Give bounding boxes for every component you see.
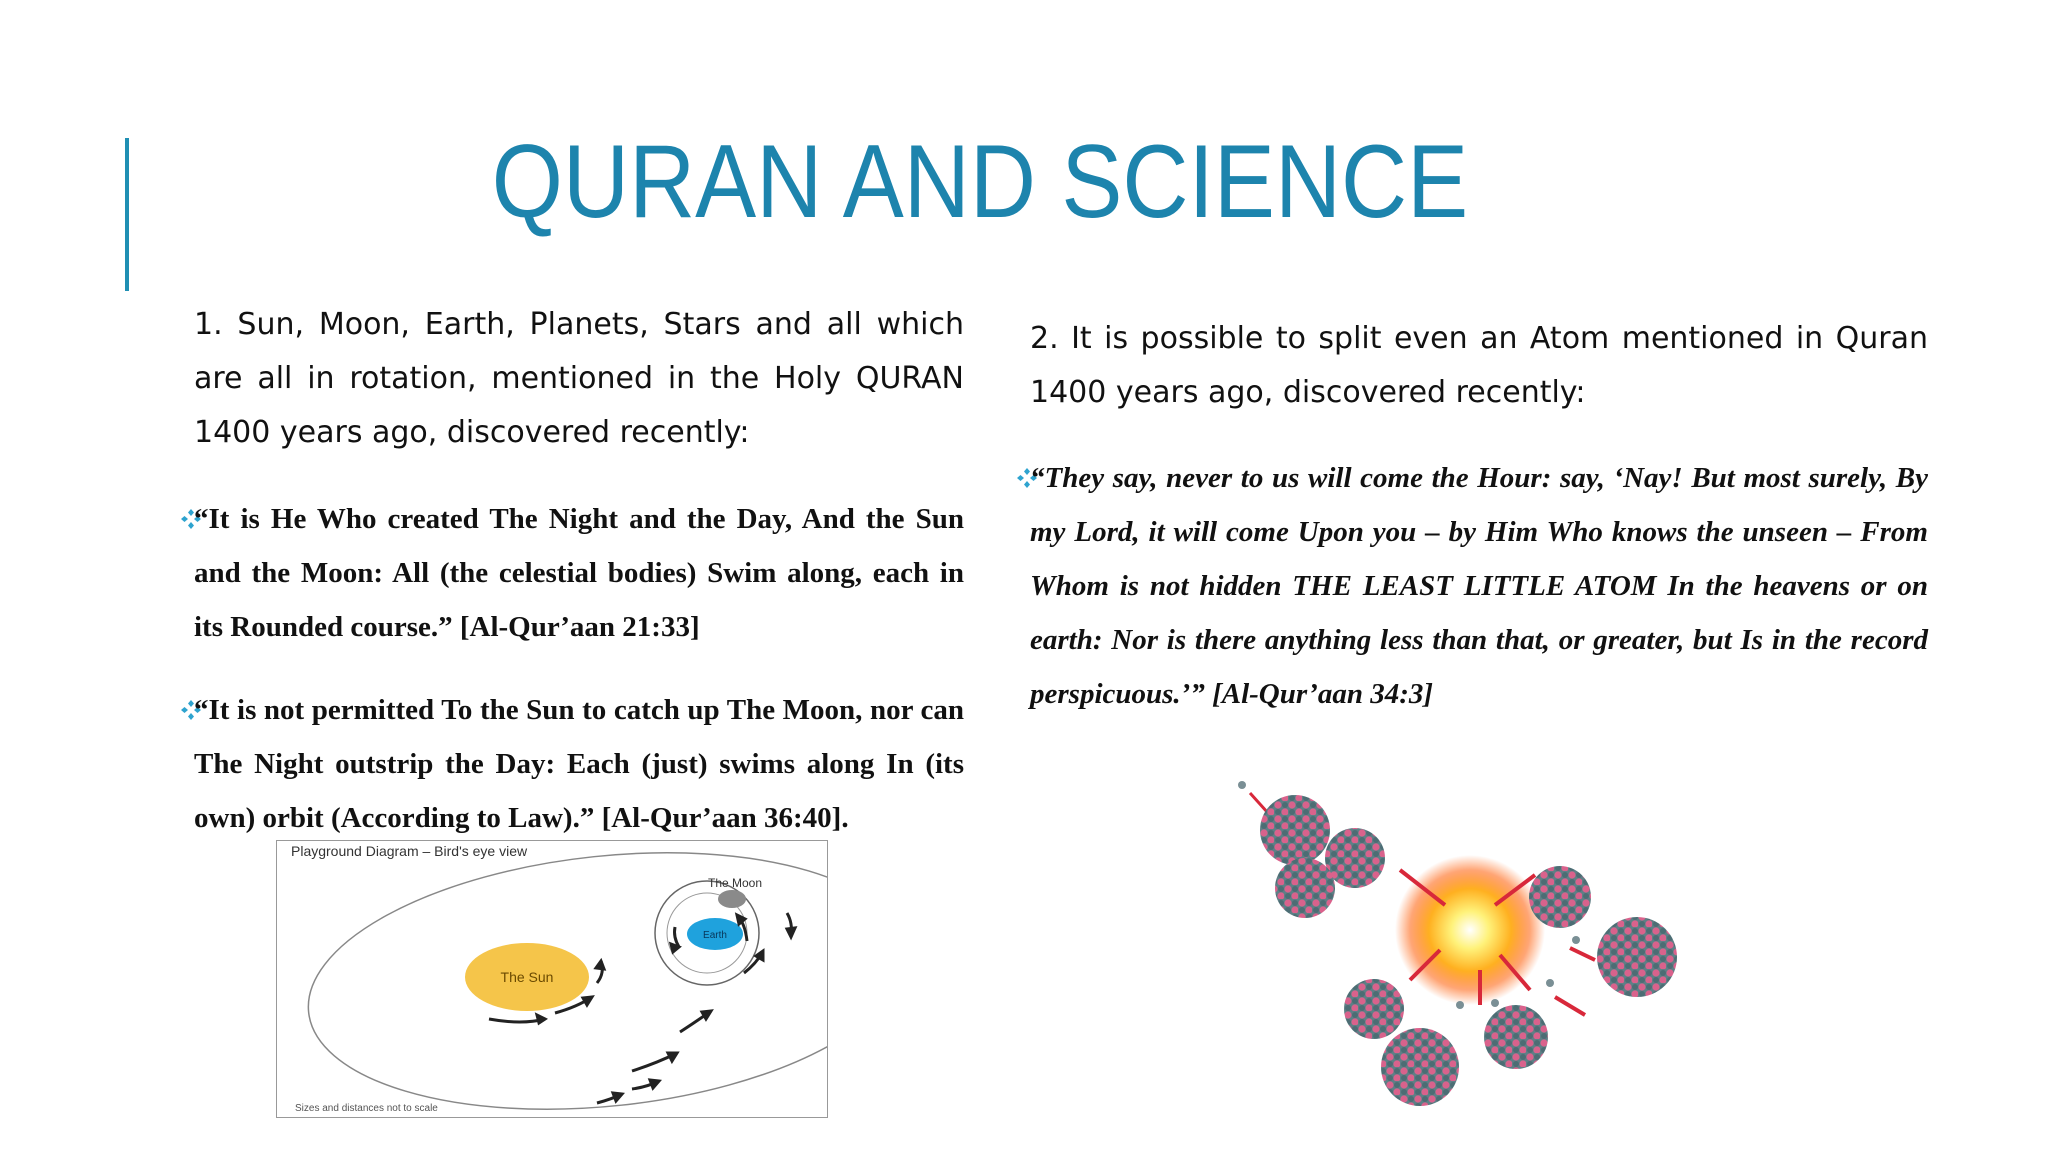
nuclear-fission-illustration	[1190, 745, 1750, 1115]
moon	[718, 890, 746, 908]
quote-21-33: “It is He Who created The Night and the Day, And the Sun and the Moon: All (the celestial bodies) Swim along, each in its Rounded course.” [Al-Qur’aan 21:33]	[194, 503, 964, 643]
fission-fragment	[1344, 979, 1404, 1039]
fission-fragment	[1325, 828, 1385, 888]
diagram-footnote: Sizes and distances not to scale	[295, 1103, 438, 1114]
quote-34-3: “They say, never to us will come the Hour: say, ‘Nay! But most surely, By my Lord, it will come Upon you – by Him Who knows the unseen – From Whom is not hidden THE LEAST LITTLE ATOM In the heavens or on earth: Nor is there anything less than that, or greater, but Is in the record perspicuous.’” [Al-Qur’aan 34:3]	[1030, 462, 1928, 710]
fission-fragment	[1381, 1028, 1459, 1106]
neutron	[1491, 999, 1499, 1007]
slide-title: QURAN AND SCIENCE	[491, 124, 1469, 240]
quote-36-40: “It is not permitted To the Sun to catch up The Moon, nor can The Night outstrip the Day: Each (just) swims along In (its own) orbit (According to Law).” [Al-Qur’aan 36:40].	[194, 694, 964, 834]
fission-fragment	[1275, 858, 1335, 918]
right-heading: 2. It is possible to split even an Atom mentioned in Quran 1400 years ago, discovered recently:	[1030, 321, 1928, 410]
sun-label: The Sun	[500, 969, 554, 985]
fission-fragment	[1529, 866, 1591, 928]
neutron-arrow	[1250, 793, 1268, 813]
neutron	[1238, 781, 1246, 789]
left-heading: 1. Sun, Moon, Earth, Planets, Stars and all which are all in rotation, mentioned in the Holy QURAN 1400 years ago, discovered recently:	[194, 307, 964, 450]
fission-fragment	[1597, 917, 1677, 997]
diagram-title: Playground Diagram – Bird's eye view	[291, 843, 528, 859]
atom-nucleus	[1260, 795, 1330, 865]
fission-fragment	[1484, 1005, 1548, 1069]
orbit-diagram	[276, 840, 828, 1118]
neutron	[1546, 979, 1554, 987]
neutron	[1572, 936, 1580, 944]
neutron	[1456, 1001, 1464, 1009]
moon-label: The Moon	[707, 876, 763, 890]
earth-label: Earth	[703, 930, 727, 941]
